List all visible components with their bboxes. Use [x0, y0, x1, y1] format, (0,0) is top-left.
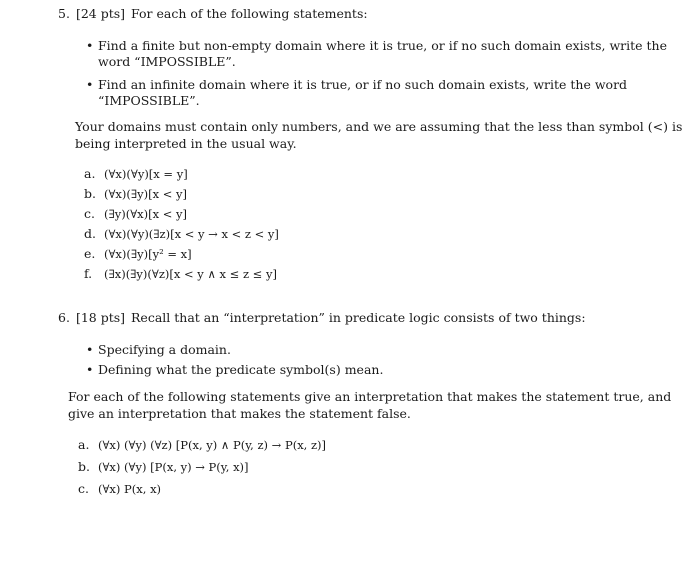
problem-intro: For each of the following statements:: [131, 6, 368, 21]
item-expression: (∀x)(∃y)[y² = x]: [104, 247, 192, 261]
bullet-item: [58, 77, 682, 109]
item-expression: (∀x) (∀y) (∀z) [P(x, y) ∧ P(y, z) → P(x, z)]: [98, 438, 327, 452]
problem-6: [58, 312, 688, 500]
item-label: e.: [84, 246, 96, 261]
item-label: c.: [84, 206, 95, 221]
item-label: b.: [84, 186, 96, 201]
statement-item: [58, 184, 688, 204]
item-label: a.: [84, 166, 96, 181]
problem-5-items: [58, 164, 688, 284]
item-expression: (∀x) P(x, x): [98, 482, 162, 496]
item-expression: (∀x)(∃y)[x < y]: [104, 187, 188, 201]
problem-points: [18 pts]: [75, 310, 126, 325]
problem-6-header: [58, 312, 688, 330]
statement-item: [58, 164, 688, 184]
problem-5-note: Your domains must contain only numbers, and we are assuming that the less than symbol (<) is being interpreted in the usual way.: [75, 119, 683, 151]
item-label: d.: [84, 226, 96, 241]
statement-item: [58, 224, 688, 244]
item-label: a.: [78, 437, 90, 452]
item-expression: (∃x)(∃y)(∀z)[x < y ∧ x ≤ z ≤ y]: [104, 267, 277, 281]
problem-6-bullets: [58, 342, 688, 378]
item-expression: (∀x)(∀y)(∃z)[x < y → x < z < y]: [104, 227, 279, 241]
bullet-item: [58, 38, 682, 70]
problem-number: 6.: [58, 310, 70, 325]
item-expression: (∀x) (∀y) [P(x, y) → P(y, x)]: [98, 460, 249, 474]
item-label: f.: [84, 266, 93, 281]
bullet-icon: •: [86, 77, 94, 92]
bullet-text: Defining what the predicate symbol(s) mean.: [98, 362, 384, 377]
problem-5-header: [58, 8, 688, 26]
item-expression: (∀x)(∀y)[x = y]: [104, 167, 188, 181]
problem-number: 5.: [58, 6, 70, 21]
bullet-text: Specifying a domain.: [98, 342, 231, 357]
bullet-icon: •: [86, 38, 94, 53]
bullet-text: Find a finite but non-empty domain where it is true, or if no such domain exists, write the word “IMPOSSIBLE”.: [98, 38, 667, 69]
item-label: c.: [78, 481, 89, 496]
problem-6-note: For each of the following statements give an interpretation that makes the statement true, and give an interpretation that makes the statement false.: [68, 389, 672, 421]
problem-5: [58, 8, 688, 284]
bullet-icon: •: [86, 342, 94, 357]
bullet-item: [58, 342, 688, 358]
bullet-icon: •: [86, 362, 94, 377]
statement-item: [58, 456, 688, 478]
statement-item: [58, 204, 688, 224]
item-label: b.: [78, 459, 90, 474]
problem-intro: Recall that an “interpretation” in predicate logic consists of two things:: [131, 310, 586, 325]
bullet-text: Find an infinite domain where it is true, or if no such domain exists, write the word “IMPOSSIBLE”.: [98, 77, 628, 108]
statement-item: [58, 478, 688, 500]
problem-points: [24 pts]: [75, 6, 126, 21]
item-expression: (∃y)(∀x)[x < y]: [104, 207, 188, 221]
bullet-item: [58, 362, 688, 378]
problem-5-bullets: [58, 38, 688, 109]
problem-6-items: [58, 434, 688, 500]
statement-item: [58, 244, 688, 264]
statement-item: [58, 434, 688, 456]
statement-item: [58, 264, 688, 284]
